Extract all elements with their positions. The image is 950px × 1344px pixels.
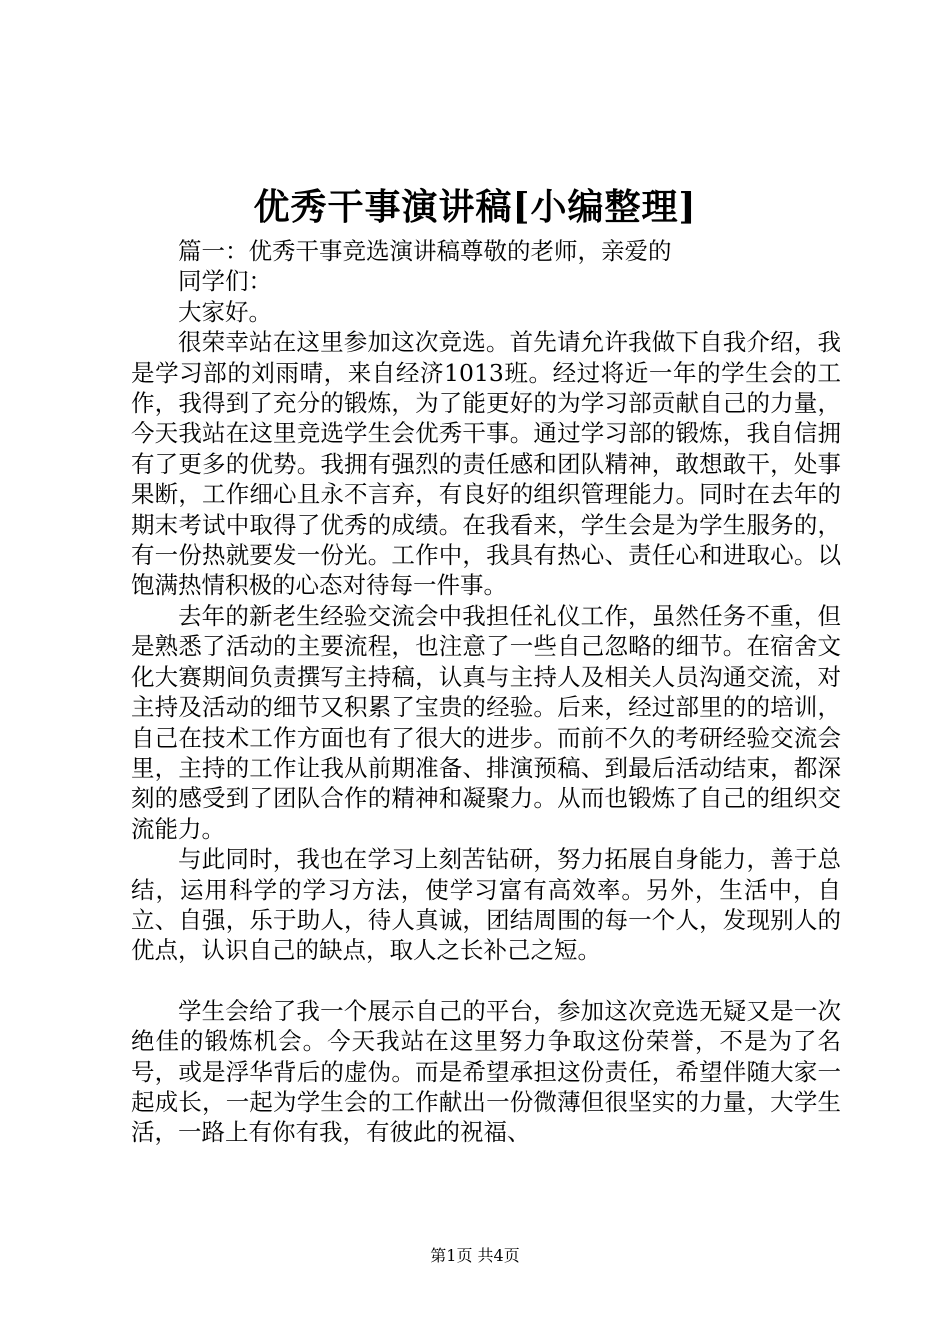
paragraph-heading: 篇一：优秀干事竞选演讲稿尊敬的老师，亲爱的 — [178, 237, 672, 265]
page-number-footer: 第1页 共4页 — [430, 1246, 520, 1265]
paragraph-introduction: 很荣幸站在这里参加这次竞选。首先请允许我做下自我介绍，我是学习部的刘雨晴，来自经济1013班。经过将近一年的学生会的工作，我得到了充分的锻炼，为了能更好的为学习部贡献自己的力量，今天我站在这里竞选学生会优秀干事。通过学习部的锻炼，我自信拥有了更多的优势。我拥有强烈的责任感和团队精神，敢想敢干，处事果断，工作细心且永不言弃，有良好的组织管理能力。同时在去年的期末考试中取得了优秀的成绩。在我看来，学生会是为学生服务的，有一份热就要发一份光。工作中，我具有热心、责任心和进取心。以饱满热情积极的心态对待每一件事。 — [131, 328, 841, 600]
paragraph-greeting: 大家好。 — [178, 297, 272, 326]
document-body — [131, 236, 841, 1148]
document-title: 优秀干事演讲稿[小编整理] — [253, 186, 697, 228]
paragraph-salutation: 同学们： — [178, 267, 272, 296]
paragraph-study: 与此同时，我也在学习上刻苦钻研，努力拓展自身能力，善于总结，运用科学的学习方法，使学习富有高效率。另外，生活中，自立、自强，乐于助人，待人真诚，团结周围的每一个人，发现别人的优点，认识自己的缺点，取人之长补己之短。 — [131, 845, 841, 965]
paragraph-platform: 学生会给了我一个展示自己的平台，参加这次竞选无疑又是一次绝佳的锻炼机会。今天我站在这里努力争取这份荣誉，不是为了名号，或是浮华背后的虚伪。而是希望承担这份责任，希望伴随大家一起成长，一起为学生会的工作献出一份微薄但很坚实的力量，大学生活，一路上有你有我，有彼此的祝福、 — [131, 996, 841, 1147]
paragraph-experience: 去年的新老生经验交流会中我担任礼仪工作，虽然任务不重，但是熟悉了活动的主要流程，也注意了一些自己忽略的细节。在宿舍文化大赛期间负责撰写主持稿，认真与主持人及相关人员沟通交流，对主持及活动的细节又积累了宝贵的经验。后来，经过部里的的培训，自己在技术工作方面也有了很大的进步。而前不久的考研经验交流会里，主持的工作让我从前期准备、排演预稿、到最后活动结束，都深刻的感受到了团队合作的精神和凝聚力。从而也锻炼了自己的组织交流能力。 — [131, 601, 841, 843]
